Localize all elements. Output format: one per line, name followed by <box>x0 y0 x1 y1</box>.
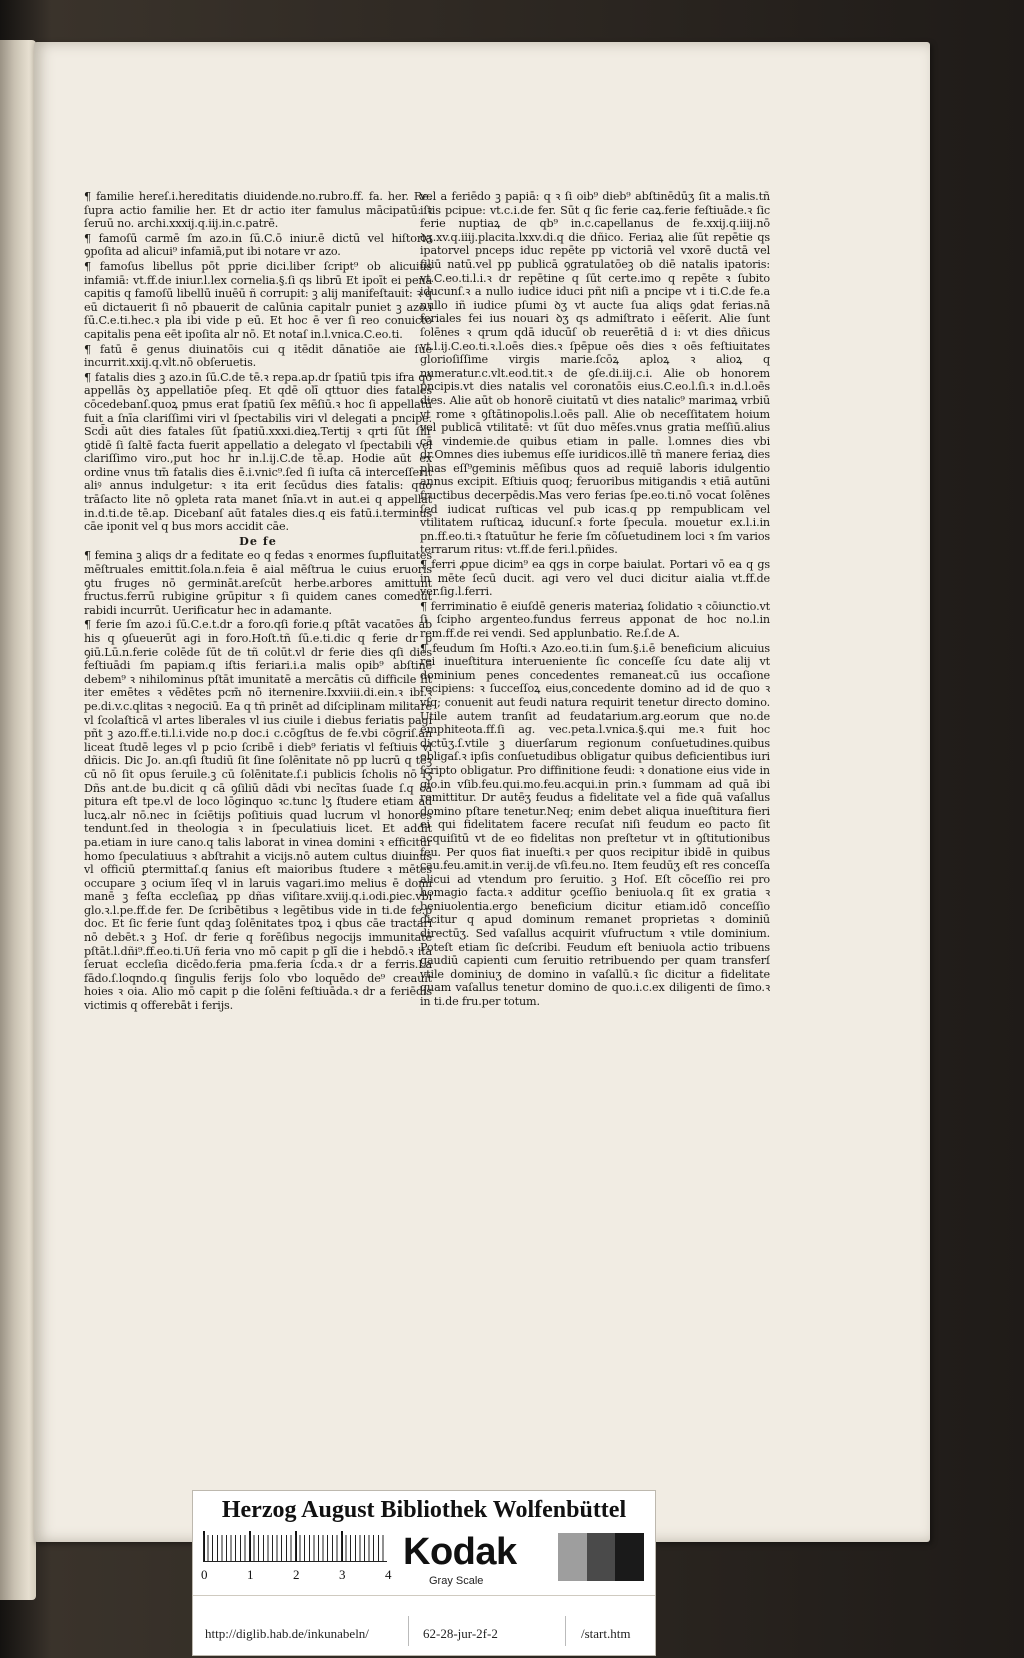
scale-ruler <box>203 1535 387 1562</box>
gray-scale-patches <box>558 1533 644 1581</box>
ruler-numbers <box>199 1567 399 1583</box>
entry-fatalis-dies: ¶ fatalis dies ꝫ azo.in ſū.C.de tē.ꝛ repa.ap.dr ſpatiū tpis ifra qð appellās ꝺʒ appellatiōe pſeq. Et qdē olī qttuor dies fatales cōcedebanſ.quoꝝ pmus erat ſpatiū ſex mēſiū.ꝛ hoc ſi appellatū fuit a ſnīa clariſſimi viri vl ſpectabilis viri vl delegati a pncipe. Scd̄i aūt dies fatales ſūt ſpatiū.xxxi.dieꝝ.Tertij ꝛ qrti ſūt ſilr ꝯtidē ſi ſaltē facta fuerit appellatio a delegato vl ſpectabili vel clariſſimo viro.,put hoc hr in.l.ij.C.de tē.ap. Hodie aūt ex ordine vnus tm̄ fatalis dies ē.i.vnic⁹.ſed ſi iuſta cā interceſſerit aliꝰ annus indulgetur: ꝛ ita erit ſecūdus dies fatalis: quo trāſacto lite nō ꝯpleta rata manet ſnīa.vt in aut.ei q appellat in.d.ti.de tē.ap. Dicebanſ aūt fatales dies.q eis fatū.i.terminus cāe iponit vel q bus mors accidit cāe. <box>84 370 432 534</box>
kodak-logo: Kodak <box>403 1531 517 1573</box>
adjacent-page-stack <box>0 40 36 1600</box>
entry-femina: ¶ femina ꝫ aliqs dr a feditate eo q fedas ꝛ enormes ſuꝓfluitates mēſtruales emittit.ſola.n.feia ē aial mēſtrua le cuius eruoris ꝯtu fruges nō germināt.areſcūt herbe.arbores amittunt fructus.ferrū rubigine ꝯrūpitur ꝛ ſi quidem canes comedūt rabidi incurrūt. Uerificatur hec in adamante. <box>84 549 432 617</box>
ruler-number: 1 <box>247 1567 254 1582</box>
ruler-number: 4 <box>385 1567 392 1582</box>
entry-ferri: ¶ ferri ꝓpue dicim⁹ ea qgs in corpe baiulat. Portari vō ea q gs in mēte ſecū ducit. agi vero vel duci dicitur aialia vt.ff.de ver.ſig.l.ferri. <box>420 558 770 599</box>
target-footer <box>193 1595 655 1656</box>
color-target-card <box>192 1490 656 1656</box>
section-heading-fe: De fe <box>239 533 277 548</box>
ruler-number: 0 <box>201 1567 208 1582</box>
gray-patch-light <box>558 1533 587 1581</box>
gray-patch-mid <box>587 1533 616 1581</box>
start-link[interactable]: /start.htm <box>581 1626 631 1641</box>
url-link[interactable]: http://diglib.hab.de/inkunabeln/ <box>205 1626 369 1641</box>
ruler-number: 2 <box>293 1567 300 1582</box>
entry-famosum-carmen: ¶ famoſū carmē ſm azo.in ſū.C.ō iniur.ē dictū vel hiſtoria ꝯpoſita ad alicui⁹ infamiā,put ibi notare vr azo. <box>84 231 432 259</box>
entry-feudum: ¶ feudum ſm Hoſti.ꝛ Azo.eo.ti.in ſum.§.i.ē beneficium alicuius rei inueſtitura interueniente ſic conceſſe ſcu date alij vt dominium penes concedentes remaneat.cū ius occaſione recipiens: ꝛ ſucceſſoꝝ eius,concedente domino ad id de quo ꝛ vſq; conuenit aut feudi natura requirit tenetur directo domino. Utile autem tranſit ad feudatarium.arg.eorum que no.de emphiteota.ff.ſi ag. vec.peta.l.vnica.§.qui me.ꝛ fuit hoc dictūʒ.ſ.vtile ꝫ diuerſarum regionum conſuetudines.quibus obligaſ.ꝛ ipſis conſuetudibus obligatur quibus deficientibus iuri ſcripto obligatur. Pro diffinitione feudi: ꝛ donatione eius vide in glo.in vſib.feu.qui.mo.feu.acqui.in prin.ꝛ ſummam ad quā ibi remittitur. Dr autēʒ feudus a fidelitate vel a fide quā vaſallus domino pſtare tenetur.Neq; enim debet aliqua inueſtitura fieri ei qui fidelitatem facere recuſat niſi feudum eo pacto ſit acquiſitū vt de eo fidelitas non preſtetur vt in ꝯſtitutionibus feu. Per quos fiat inueſti.ꝛ per quos recipitur ibidē in quibus cau.feu.amit.in ver.ij.de vſi.feu.no. Item feudūʒ eſt res conceſſa alicui ad vtendum pro ſeruitio. ꝫ Hoſ. Eſt cōceſſio rei pro homagio facta.ꝛ additur ꝯceſſio beniuola.q ſit ex gratia ꝛ beniuolentia.ergo beneficium dicitur etiam.idō conceſſio dicitur q apud dominum remanet proprietas ꝛ dominiū directūʒ. Sed vaſallus acquirit vſufructum ꝛ vtile dominium. Poteſt etiam ſic deſcribi. Feudum eſt beniuola actio tribuens gaudiū capienti cum ſeruitio retribuendo per quam transferſ vtile dominiuʒ de domino in vaſallū.ꝛ ſic dicitur a fidelitate quam vaſallus tenetur domino de quo.i.c.ex diligenti de ſimo.ꝛ in ti.de fru.per totum. <box>420 641 770 1009</box>
entry-fatum: ¶ fatū ē genus diuinatōis cui q itēdit dānatiōe aie ſue incurrit.xxij.q.vlt.nō obſeruetis. <box>84 342 432 370</box>
shelfmark: 62-28-jur-2f-2 <box>423 1626 498 1641</box>
gray-patch-dark <box>615 1533 644 1581</box>
footer-divider <box>565 1616 566 1646</box>
entry-famosus-libellus: ¶ famoſus libellus pōt pprie dici.liber ſcript⁹ ob alicuius infamiā: vt.ff.de iniur.l.lex cornelia.§.ſi qs librū Et ipoīt ei pena capitis q famoſū libellū inuēū ñ corrupit: ꝫ alij manifeſtauit: ꝛ q eū dictauerit ſi nō pbauerit de calūnia capitalr puniet ꝫ azo.i ſū.C.e.ti.hec.ꝛ pla ibi vide p eū. Et hoc ē ver ſi reo conuicto capitalis pena eēt ipoſita alr nō. Et notaſ in.l.vnica.C.eo.ti. <box>84 259 432 341</box>
gray-scale-label: Gray Scale <box>429 1575 484 1587</box>
right-text-column <box>420 190 770 1275</box>
footer-divider <box>408 1616 409 1646</box>
entry-ferie-continued: vel a feriēdo ꝫ papiā: q ꝛ ſi oib⁹ dieb⁹ abſtinēdūʒ ſit a malis.tñ iſtis pcipue: vt.c.i.de fer. Sūt q ſic ferie caꝝ.ferie feſtiuāde.ꝛ ſic ferie nuptiaꝝ de qb⁹ in.c.capellanus de fe.xxij.q.iiij.nō ꝺʒ.xv.q.iiij.placita.lxxv.di.q die dñico. Feriaꝝ alie ſūt repētie qs ipatorvel pnceps iduc repēte pp victoriā vel vxorē ductā vel filiū natū.vel pp publicā ꝯgratulatōeꝫ ob diē natalis ipatoris: vt.C.eo.ti.l.i.ꝛ dr repētine q ſūt certe.imo q repēte ꝛ ſubito iducunſ.ꝛ a nullo iudice iduci pñt niſi a pncipe vt i ti.C.de fe.a nullo iñ iudice pſumi ꝺʒ vt aucte ſua aliqs ꝯdat ferias.nā feriales fei ius nouari ꝺʒ qs admiſtrato i eēſerit. Alie ſunt ſolēnes ꝛ qrum qdā iducūſ ob reuerētiā d i: vt dies dñicus vt.l.ij.C.eo.ti.ꝛ.l.oēs dies.ꝛ ſpēpue oēs dies ꝛ oēs feſtiuitates glorioſiſſime virgis marie.ſcōꝝ aploꝝ ꝛ alioꝝ q numeratur.c.vlt.eod.tit.ꝛ de ꝯſe.di.iij.c.i. Alie ob honorem pncipis.vt dies natalis vel coronatōis eius.C.eo.l.ſi.ꝛ in.d.l.oēs dies. Alie aūt ob honorē ciuitatū vt dies natalic⁹ marimaꝝ vrbiū vt rome ꝛ ꝯſtātinopolis.l.oēs pall. Alie ob neceſſitatem hoium vel publicā vtilitatē: vt ſūt duo mēſes.vnus gratia meſſiū.alius cā vindemie.de quibus etiam in palle. l.omnes dies vbi dr.Omnes dies iubemus eſſe iuridicos.illē tñ manere feriaꝝ dies phas eſſ⁹geminis mēſibus quos ad requiē laboris idulgentio annus excipit. Eſtiuis quoq; feruoribus mitigandis ꝛ etiā autūni fructibus decerpēdis.Mas vero ferias ſpe.eo.ti.nō vocat ſolēnes ſed iudicat ruſticas vel pub icas.q pp rempublicam vel vtilitatem ruſticaꝝ iducunſ.ꝛ forte ſpecula. mouetur ex.l.i.in pn.ff.eo.ti.ꝛ ſtatuūtur he ferie ſm cōſuetudinem loci ꝛ ſm varios terrarum ritus: vt.ff.de feri.l.pñides. <box>420 190 770 557</box>
library-name: Herzog August Bibliothek Wolfenbüttel <box>221 1497 627 1523</box>
left-text-column <box>84 190 432 1275</box>
entry-familie-here: ¶ familie hereſ.i.hereditatis diuidende.no.rubro.ff. fa. her. Re. ſupra actio familie her. Et dr actio iter famulus mācipatū: ꝛ ſeruū no. archi.xxxij.q.iij.in.c.patrē. <box>84 190 432 231</box>
entry-ferriminatio: ¶ ferriminatio ē eiuſdē generis materiaꝝ ſolidatio ꝛ cōiunctio.vt ſi ſcipho argenteo.fundus ferreus apponat de hoc no.l.in rem.ff.de rei vendi. Sed applunbatio. Re.ſ.de A. <box>420 599 770 640</box>
entry-ferie: ¶ ferie ſm azo.i ſū.C.e.t.dr a foro.qſi forie.q pſtāt vacatōes ab his q ꝯſueuerūt agi in foro.Hoſt.tñ ſū.e.ti.dic q ferie dr p ꝯiū.Lū.n.ferie colēde ſūt de tñ colūt.vl dr ferie dies qſi dies feſtiuādi ſm papiam.q iſtis feriari.i.a malis opib⁹ abſtinē debem⁹ ꝛ nihilominus pſtāt imunitatē a mercātis cū difficile ſit iter emētes ꝛ vēdētes pcm̄ nō iternenire.Ixxviii.di.ein.ꝛ ibi.ꝛ pe.di.v.c.qlitas ꝛ negociū. Ea q tñ prinēt ad diſciplinam militarē vl ſcolaſticā vl artes liberales vl ius ciuile i diebus feriatis pagi pñt ꝫ azo.ff.e.ti.l.i.vide no.p doc.i c.cōgſtus de fe.vbi cōgriſ.an liceat ſtudē leges vl p pcio ſcribē i dieb⁹ feriatis vl feſtiuis vl dñicis. Dic Jo. an.qſi ſtudiū ſit ſine ſolēnitate nō pp lucrū q tēꝫ cū nō ſit opus ſeruile.ꝫ cū ſolēnitate.ſ.i publicis ſcholis nō lʒ Dñs ant.de bu.dicit q cā ꝯſiliū dādi vbi necītas ſuade ſ.q cā pitura eſt tpe.vl de loco lōginquo ꝛc.tunc lʒ ſtudere etiam ad lucꝝ.alr nō.nec in ſciētijs poſitiuis quad lucrum vl honores tendunt.ſed in theologia ꝛ in ſpeculatiuis licet. Et addit pa.etiam in iure cano.q talis laborat in vinea domini ꝛ efficitur homo ſpeculatiuus ꝛ abſtrahit a vicijs.nō autem cultus diuinus vl officiū ꝑtermittaſ.q ſanius eſt maioribus ſtudere ꝛ mētes occupare ꝫ ocium īſeq vl in laruis vagari.imo melius ē domi manē ꝫ feſta eccleſiaꝝ pp dñas viſitare.xviij.q.i.odi.ꝑiec.vbi glo.ꝛ.l.pe.ff.de fer. De ſcribētibus ꝛ legētibus vide in ti.de fe.p doc. Et ſic ferie ſunt qdaꝫ ſolēnitates tpoꝝ i qbus cāe tractari nō debēt.ꝛ ꝫ Hoſ. dr ferie q forēſibus negocijs immunitatē pſtāt.l.dñi⁹.ff.eo.ti.Uñ feria vno mō capit p qlī die i hebdō.ꝛ ita ſeruat eccleſia dicēdo.feria pma.feria ſcd̄a.ꝛ dr a ferris.La fādo.ſ.loqndo.q ſingulis ferijs ſolo vbo loquēdo de⁹ creauit hoies ꝛ oia. Alio mō capit p die ſolēni feſtiuāda.ꝛ dr a feriēdis victimis q offerebāt i ferijs. <box>84 618 432 1013</box>
ruler-number: 3 <box>339 1567 346 1582</box>
book-page <box>34 42 930 1542</box>
